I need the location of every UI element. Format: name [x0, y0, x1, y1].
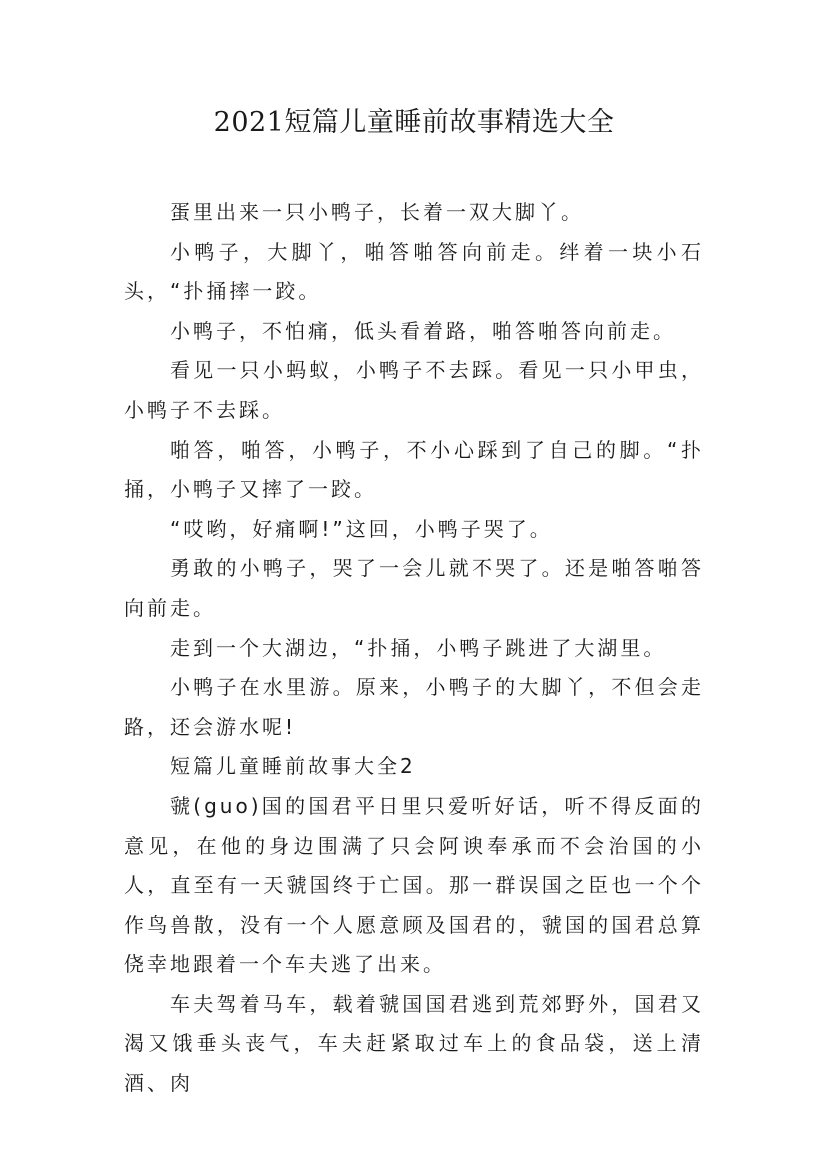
paragraph-11: 车夫驾着马车，载着虢国国君逃到荒郊野外，国君又渴又饿垂头丧气，车夫赶紧取过车上的食品袋，送上清酒、肉 [124, 991, 704, 1096]
paragraph-5: 啪答，啪答，小鸭子，不小心踩到了自己的脚。“扑捅，小鸭子又摔了一跤。 [124, 437, 704, 502]
paragraph-10: 虢(guo)国的国君平日里只爱听好话，听不得反面的意见，在他的身边围满了只会阿谀奉承而不会治国的小人，直至有一天虢国终于亡国。那一群误国之臣也一个个作鸟兽散，没有一个人愿意顾及国君的，虢国的国君总算侥幸地跟着一个车夫逃了出来。 [124, 793, 704, 977]
section-heading: 短篇儿童睡前故事大全2 [170, 754, 416, 779]
paragraph-1: 蛋里出来一只小鸭子，长着一双大脚丫。 [170, 200, 584, 224]
document-title: 2021短篇儿童睡前故事精选大全 [213, 107, 615, 138]
paragraph-6: “哎哟，好痛啊!”这回，小鸭子哭了。 [170, 516, 553, 541]
document-body [124, 193, 704, 1104]
paragraph-4: 看见一只小蚂蚁，小鸭子不去踩。看见一只小甲虫，小鸭子不去踩。 [124, 358, 704, 422]
paragraph-9: 小鸭子在水里游。原来，小鸭子的大脚丫，不但会走路，还会游水呢! [124, 675, 704, 739]
paragraph-3: 小鸭子，不怕痛，低头看着路，啪答啪答向前走。 [170, 318, 676, 343]
paragraph-7: 勇敢的小鸭子，哭了一会儿就不哭了。还是啪答啪答向前走。 [124, 556, 704, 620]
paragraph-8: 走到一个大湖边，“扑捅，小鸭子跳进了大湖里。 [170, 635, 667, 660]
paragraph-2: 小鸭子，大脚丫，啪答啪答向前走。绊着一块小石头，“扑捅摔一跤。 [124, 239, 704, 304]
